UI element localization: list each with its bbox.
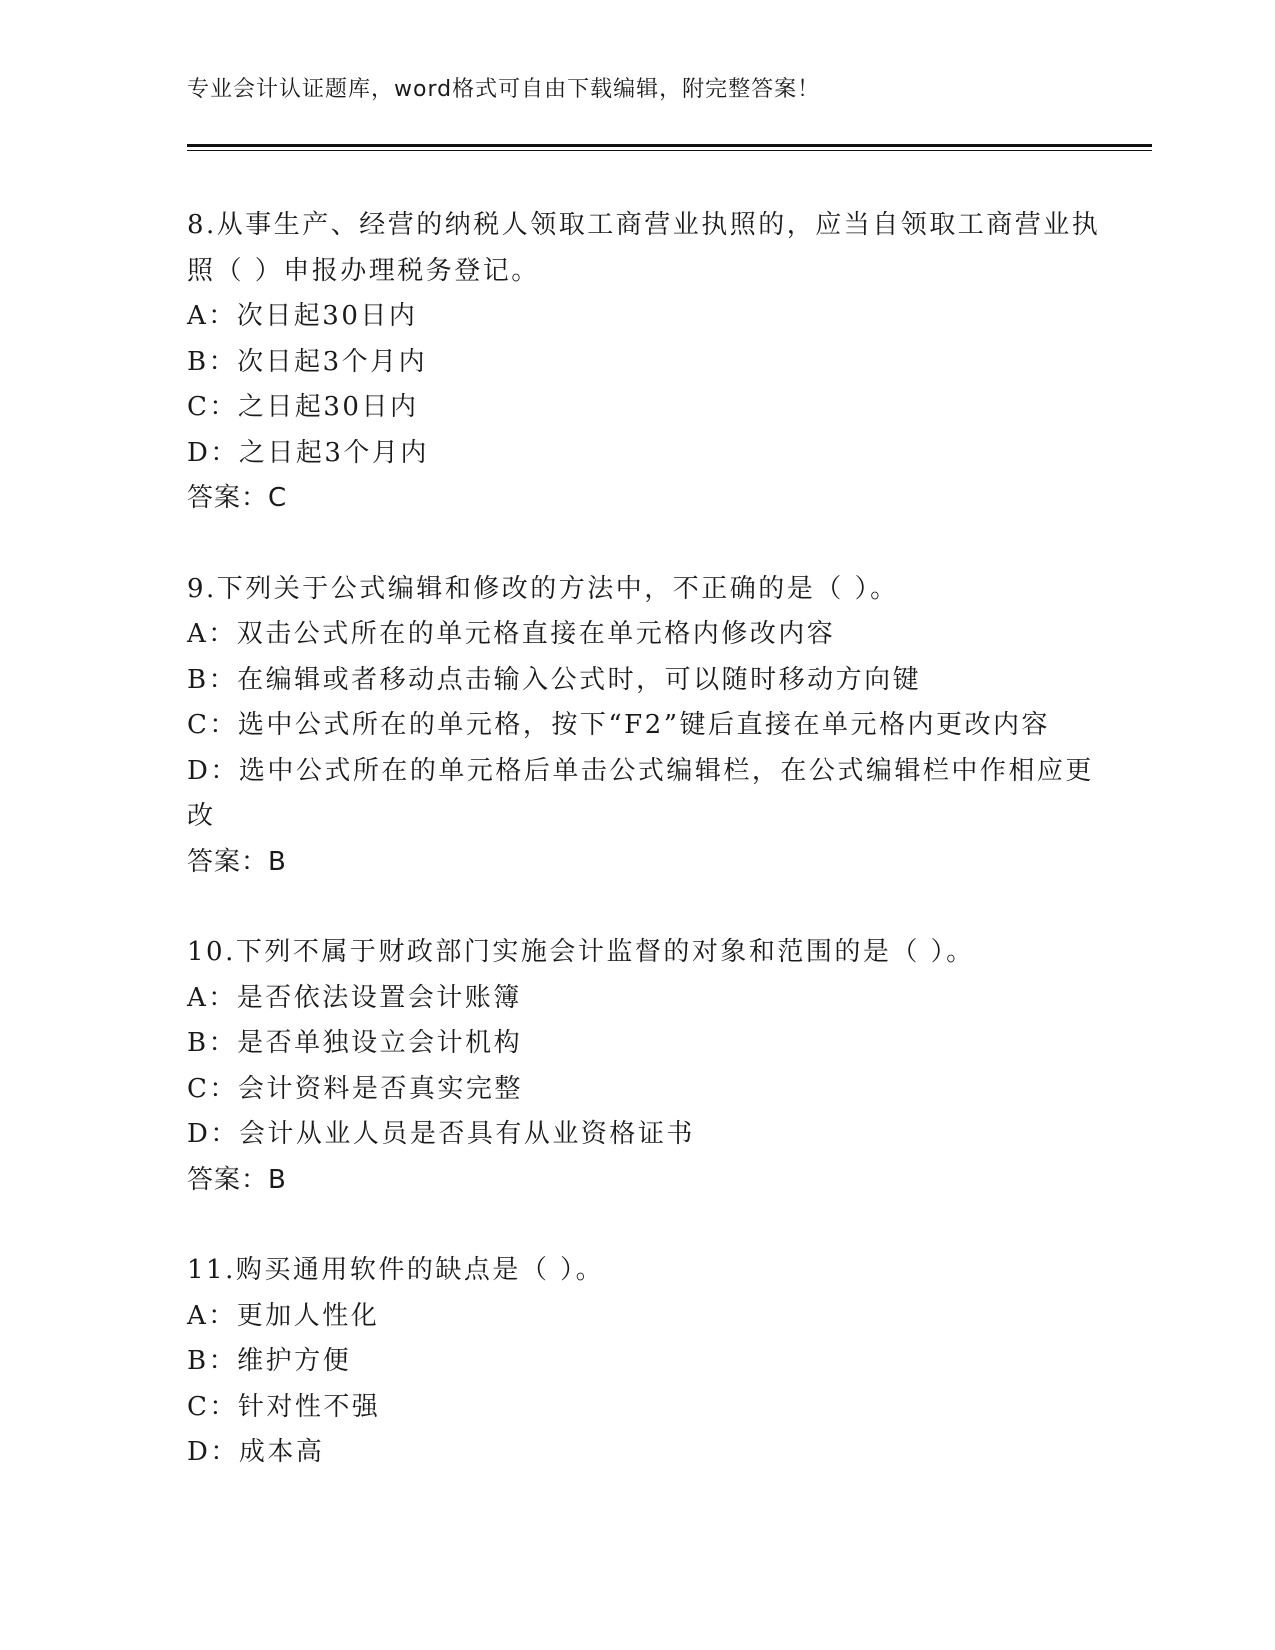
page-header: 专业会计认证题库，word格式可自由下载编辑，附完整答案！ [187,77,821,102]
option-c: C：针对性不强 [187,1391,381,1422]
option-b: B：是否单独设立会计机构 [187,1028,523,1058]
option-c: C：选中公式所在的单元格，按下“F2”键后直接在单元格内更改内容 [187,710,1051,740]
question-stem: 10.下列不属于财政部门实施会计监督的对象和范围的是（ ）。 [187,937,975,967]
option-b: B：维护方便 [187,1346,352,1376]
question-10 [187,930,1107,1203]
question-list [187,203,1107,1521]
answer-label: 答案：B [187,1164,287,1195]
question-stem: 9.下列关于公式编辑和修改的方法中，不正确的是（ ）。 [187,573,899,604]
option-d: D：选中公式所在的单元格后单击公式编辑栏，在公式编辑栏中作相应更改 [187,755,1094,831]
option-a: A：次日起30日内 [187,301,418,331]
option-a: A：是否依法设置会计账簿 [187,982,522,1013]
option-a: A：更加人性化 [187,1300,380,1331]
question-stem: 11.购买通用软件的缺点是（ ）。 [187,1255,605,1285]
question-9 [187,567,1107,886]
answer-label: 答案：B [187,846,287,877]
option-a: A：双击公式所在的单元格直接在单元格内修改内容 [187,619,836,649]
option-d: D：之日起3个月内 [187,437,429,468]
option-c: C：之日起30日内 [187,392,419,422]
option-b: B：在编辑或者移动点击输入公式时，可以随时移动方向键 [187,664,922,695]
header-rule-thin [187,150,1152,151]
question-8 [187,203,1107,522]
header-rule-thick [187,144,1152,147]
question-stem: 8.从事生产、经营的纳税人领取工商营业执照的，应当自领取工商营业执照（ ）申报办理税务登记。 [187,210,1101,286]
option-d: D：会计从业人员是否具有从业资格证书 [187,1119,695,1149]
option-d: D：成本高 [187,1437,325,1467]
answer-label: 答案：C [187,483,288,513]
question-11 [187,1248,1107,1476]
option-b: B：次日起3个月内 [187,346,428,377]
option-c: C：会计资料是否真实完整 [187,1073,523,1104]
